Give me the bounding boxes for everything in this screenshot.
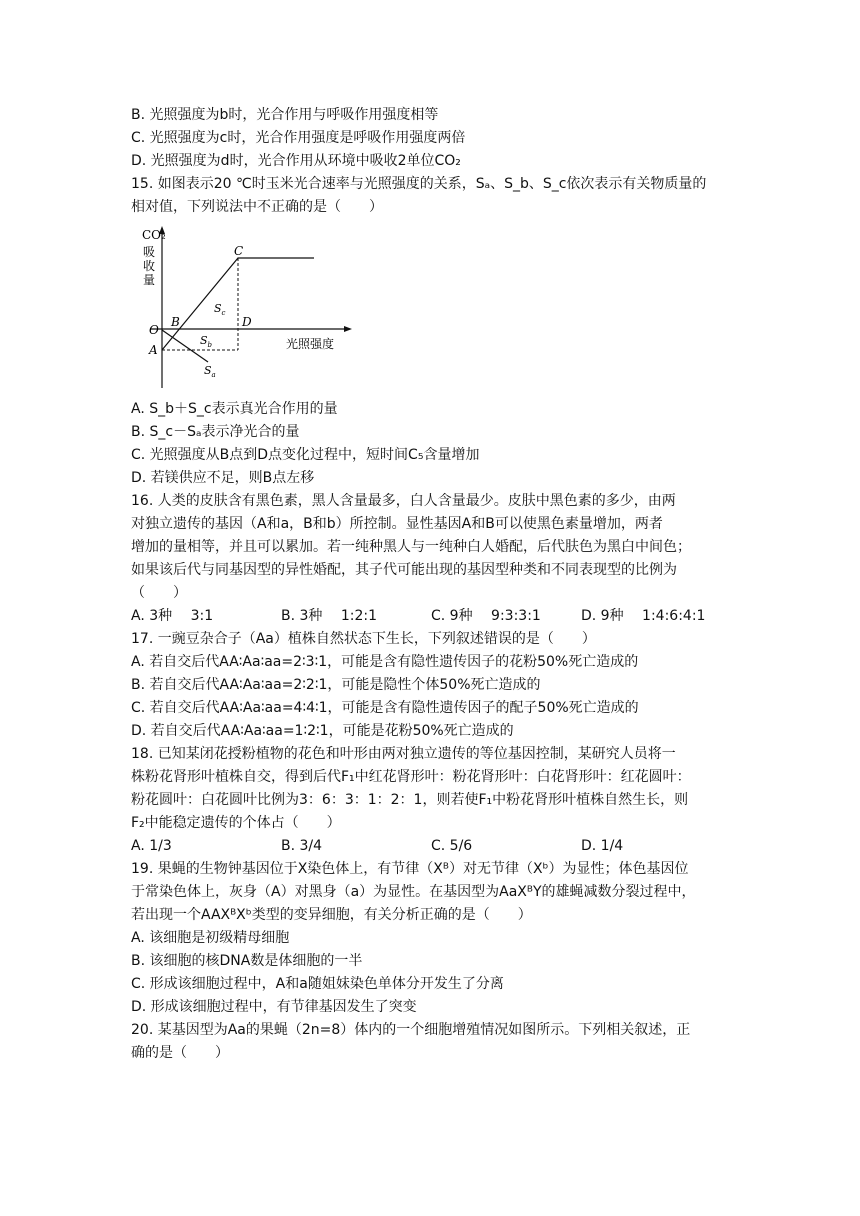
q15-stem-line-2: 相对值，下列说法中不正确的是（ ） <box>131 199 383 215</box>
q14-option-d: D. 光照强度为d时，光合作用从环境中吸收2单位CO₂ <box>131 153 461 169</box>
q19-stem-line-2: 于常染色体上，灰身（A）对黑身（a）为显性。在基因型为AaXᴮY的雄蝇减数分裂过程中， <box>131 884 696 900</box>
q20-stem-line-1: 20. 某基因型为Aa的果蝇（2n=8）体内的一个细胞增殖情况如图所示。下列相关叙述，正 <box>131 1022 691 1038</box>
q19-option-d: D. 形成该细胞过程中，有节律基因发生了突变 <box>131 999 417 1015</box>
y-label-char-2: 收 <box>143 259 156 273</box>
q15-stem-line-1: 15. 如图表示20 ℃时玉米光合速率与光照强度的关系，Sₐ、S_b、S_c依次表示有关物质量的 <box>131 176 707 192</box>
q18-stem-line-1: 18. 已知某闭花授粉植物的花色和叶形由两对独立遗传的等位基因控制，某研究人员将一 <box>131 746 676 762</box>
q15-figure <box>140 224 360 392</box>
q19-option-c: C. 形成该细胞过程中，A和a随姐妹染色单体分开发生了分离 <box>131 976 504 992</box>
q16-option-c: C. 9种 9:3:3:1 <box>431 608 541 624</box>
q16-option-a: A. 3种 3:1 <box>131 608 214 624</box>
q14-option-c: C. 光照强度为c时，光合作用强度是呼吸作用强度两倍 <box>131 130 466 146</box>
q19-option-a: A. 该细胞是初级精母细胞 <box>131 930 290 946</box>
q16-stem-line-1: 16. 人类的皮肤含有黑色素，黑人含量最多，白人含量最少。皮肤中黑色素的多少，由两 <box>131 493 676 509</box>
point-o-label: O <box>149 323 159 337</box>
q18-stem-line-2: 株粉花肾形叶植株自交，得到后代F₁中红花肾形叶：粉花肾形叶：白花肾形叶：红花圆叶： <box>131 769 691 785</box>
point-a-label: A <box>149 343 158 357</box>
q16-stem-line-3: 增加的量相等，并且可以累加。若一纯种黑人与一纯种白人婚配，后代肤色为黑白中间色； <box>131 539 691 555</box>
q16-options <box>131 605 741 627</box>
y-label-char-1: 吸 <box>143 245 156 259</box>
q17-option-c: C. 若自交后代AA∶Aa∶aa=4∶4∶1，可能是含有隐性遗传因子的配子50%死亡造成的 <box>131 700 639 716</box>
q17-option-a: A. 若自交后代AA∶Aa∶aa=2∶3∶1，可能是含有隐性遗传因子的花粉50%死亡造成的 <box>131 654 639 670</box>
y-label-char-3: 量 <box>143 273 156 287</box>
point-b-label: B <box>171 315 180 329</box>
q16-stem-line-4: 如果该后代与同基因型的异性婚配，其子代可能出现的基因型种类和不同表现型的比例为 <box>131 562 677 578</box>
x-axis-arrow <box>344 326 352 332</box>
q18-option-c: C. 5/6 <box>431 838 473 854</box>
point-c-label: C <box>234 244 244 258</box>
q18-option-a: A. 1/3 <box>131 838 172 854</box>
region-sa-label: $S_a$ <box>204 364 216 379</box>
q15-option-b: B. S_c－Sₐ表示净光合的量 <box>131 424 300 440</box>
y-label-co2: CO₂ <box>142 228 166 242</box>
q15-graph <box>140 224 360 392</box>
q17-option-b: B. 若自交后代AA∶Aa∶aa=2∶2∶1，可能是隐性个体50%死亡造成的 <box>131 677 541 693</box>
q16-option-d: D. 9种 1:4:6:4:1 <box>581 608 706 624</box>
q15-option-c: C. 光照强度从B点到D点变化过程中，短时间C₅含量增加 <box>131 447 480 463</box>
q18-option-b: B. 3/4 <box>281 838 323 854</box>
q20-stem-line-2: 确的是（ ） <box>131 1045 229 1061</box>
q18-stem-line-3: 粉花圆叶：白花圆叶比例为3：6：3：1：2：1，则若使F₁中粉花肾形叶植株自然生长，则 <box>131 792 689 808</box>
q14-option-b: B. 光照强度为b时，光合作用与呼吸作用强度相等 <box>131 107 439 123</box>
q15-option-d: D. 若镁供应不足，则B点左移 <box>131 470 315 486</box>
q18-stem-line-4: F₂中能稳定遗传的个体占（ ） <box>131 815 341 831</box>
region-sc-label: $S_c$ <box>214 302 226 317</box>
q17-option-d: D. 若自交后代AA∶Aa∶aa=1∶2∶1，可能是花粉50%死亡造成的 <box>131 723 514 739</box>
x-axis-label: 光照强度 <box>286 337 335 351</box>
q19-stem-line-1: 19. 果蝇的生物钟基因位于X染色体上，有节律（Xᴮ）对无节律（Xᵇ）为显性；体色基因位 <box>131 861 689 877</box>
q16-stem-line-2: 对独立遗传的基因（A和a，B和b）所控制。显性基因A和B可以使黑色素量增加，两者 <box>131 516 663 532</box>
q17-stem: 17. 一豌豆杂合子（Aa）植株自然状态下生长，下列叙述错误的是（ ） <box>131 631 596 647</box>
q19-stem-line-3: 若出现一个AAXᴮXᵇ类型的变异细胞，有关分析正确的是（ ） <box>131 907 532 923</box>
q15-option-a: A. S_b＋S_c表示真光合作用的量 <box>131 401 338 417</box>
point-d-label: D <box>242 315 252 329</box>
q18-option-d: D. 1/4 <box>581 838 624 854</box>
q16-option-b: B. 3种 1:2:1 <box>281 608 378 624</box>
q16-stem-line-5: （ ） <box>131 585 187 601</box>
region-sb-label: $S_b$ <box>200 334 213 349</box>
q19-option-b: B. 该细胞的核DNA数是体细胞的一半 <box>131 953 363 969</box>
q18-options <box>131 835 741 857</box>
